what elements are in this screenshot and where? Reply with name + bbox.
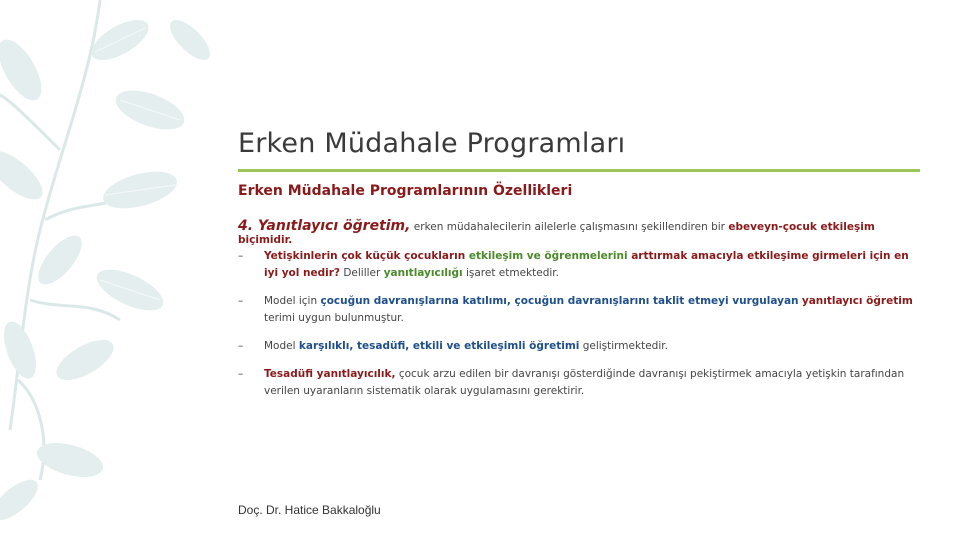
author-footer: Doç. Dr. Hatice Bakkaloğlu	[238, 503, 381, 517]
bullet-text-part: etkileşim ve öğrenmelerini	[468, 250, 632, 262]
bullet-text-part: Tesadüfi yanıtlayıcılık,	[264, 368, 396, 380]
lead-text: erken müdahalecilerin ailelerle çalışmasını şekillendiren bir	[410, 221, 729, 233]
bullet-text-part: karşılıklı, tesadüfi, etkili ve etkileşimli öğretimi	[298, 340, 580, 352]
bullet-text-part: Yetişkinlerin çok küçük çocukların	[264, 250, 469, 262]
bullet-text-part: Model	[264, 340, 299, 352]
bullet-text-part: terimi uygun bulunmuştur.	[264, 312, 404, 324]
bullet-text-part: yanıtlayıcı öğretim	[801, 295, 913, 307]
list-item	[238, 248, 918, 282]
bullet-text-part: arttırmak amacıyla etkileşime girmeleri için en iyi yol nedir?	[264, 250, 909, 279]
bullet-list	[238, 248, 918, 411]
bullet-text-part: işaret etmektedir.	[462, 267, 559, 279]
bullet-dash: –	[238, 368, 244, 380]
list-item	[238, 338, 918, 355]
lead-highlight: ebeveyn-çocuk etkileşim biçimidir.	[238, 221, 875, 246]
section-subtitle: Erken Müdahale Programlarının Özellikleri	[238, 183, 573, 199]
page-title: Erken Müdahale Programları	[238, 128, 626, 159]
list-item	[238, 293, 918, 327]
list-item	[238, 366, 918, 400]
title-divider	[238, 169, 920, 172]
bullet-text-part: çocuğun davranışlarına katılımı, çocuğun davranışlarını taklit etmeyi vurgulayan	[320, 295, 799, 307]
lead-paragraph	[238, 218, 928, 246]
bullet-dash: –	[238, 295, 244, 307]
bullet-dash: –	[238, 250, 244, 262]
leaf-decoration-icon	[0, 0, 240, 540]
bullet-text-part: Model için	[264, 295, 321, 307]
bullet-text-part: çocuk arzu edilen bir davranışı gösterdiğinde davranışı pekiştirmek amacıyla yetişkin tarafından verilen uyaranların sistematik olarak uygulamasını gerektirir.	[264, 368, 905, 397]
bullet-text-part: geliştirmektedir.	[579, 340, 668, 352]
bullet-text-part: Deliller	[340, 267, 384, 279]
lead-number: 4. Yanıtlayıcı öğretim,	[238, 218, 411, 234]
bullet-dash: –	[238, 340, 244, 352]
bullet-text-part: yanıtlayıcılığı	[383, 267, 463, 279]
